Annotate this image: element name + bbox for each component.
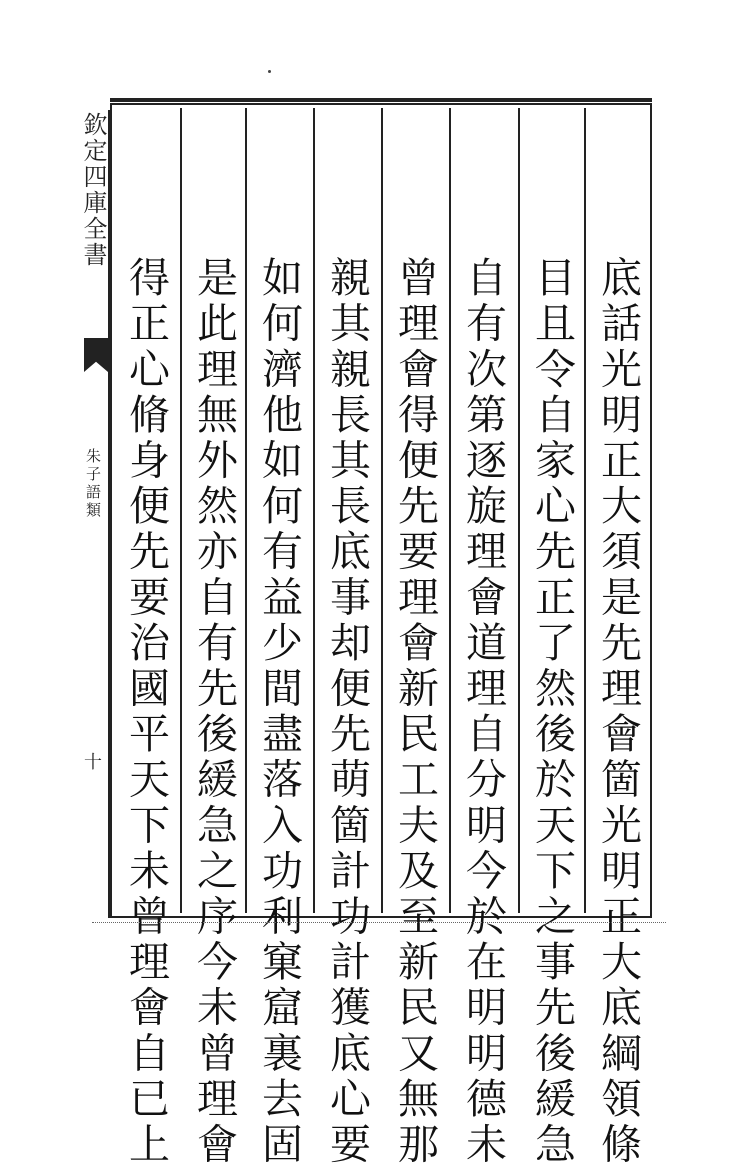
column-3 bbox=[449, 108, 515, 1168]
column-2 bbox=[518, 108, 584, 1168]
column-text: 親其親長其長底事却便先萌箇計功計獲底心要 bbox=[323, 256, 371, 1168]
column-8 bbox=[112, 108, 178, 1168]
column-6 bbox=[245, 108, 311, 1168]
column-4 bbox=[381, 108, 447, 1168]
column-7 bbox=[180, 108, 246, 1168]
ink-speck bbox=[268, 70, 271, 73]
bottom-edge-marks bbox=[92, 922, 666, 931]
column-text: 自有次第逐旋理會道理自分明今於在明明德未 bbox=[459, 256, 507, 1168]
margin-book-name: 朱子語類 bbox=[84, 448, 102, 520]
column-1 bbox=[584, 108, 650, 1168]
margin-title: 欽定四庫全書 bbox=[79, 112, 107, 268]
column-5 bbox=[313, 108, 379, 1168]
column-text: 得正心脩身便先要治國平天下未曾理會自已上 bbox=[122, 256, 170, 1168]
column-text: 底話光明正大須是先理會箇光明正大底綱領條 bbox=[594, 256, 642, 1168]
margin-page-number: 十 bbox=[81, 752, 102, 770]
column-text: 目且令自家心先正了然後於天下之事先後緩急 bbox=[528, 256, 576, 1168]
column-text: 是此理無外然亦自有先後緩急之序今未曾理會 bbox=[190, 256, 238, 1168]
column-text: 曾理會得便先要理會新民工夫及至新民又無那 bbox=[391, 256, 439, 1168]
top-border-bar bbox=[110, 98, 652, 102]
column-text: 如何濟他如何有益少間盡落入功利窠窟裏去固 bbox=[255, 256, 303, 1168]
